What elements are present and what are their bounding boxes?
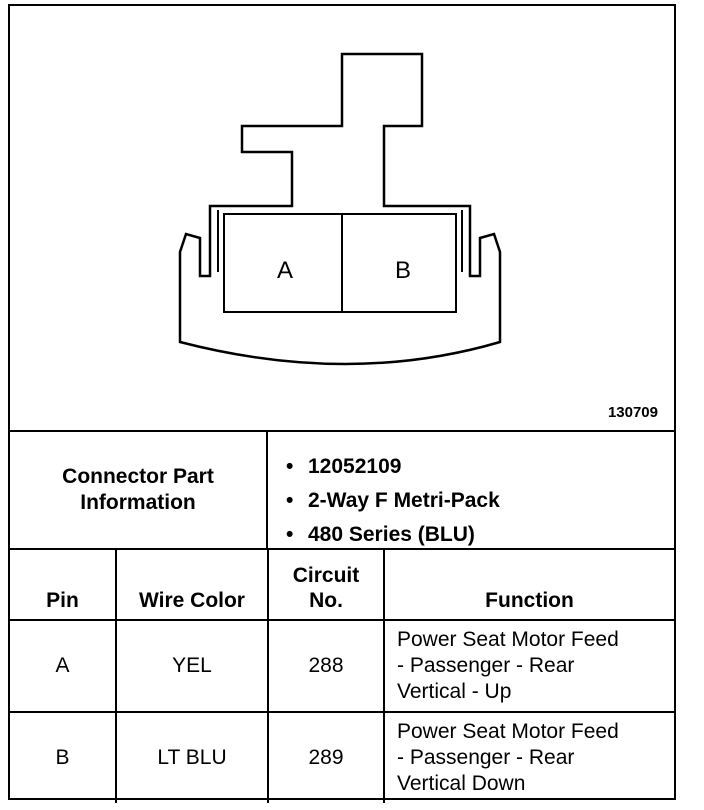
wire-color-cell: LT BLU — [116, 712, 268, 803]
function-cell: Power Seat Motor Feed - Passenger - Rear Vertical Down — [384, 712, 674, 803]
header-circuit: Circuit No. — [268, 550, 384, 620]
figure-id: 130709 — [607, 404, 658, 421]
connector-info-list — [268, 432, 674, 548]
header-pin: Pin — [10, 550, 116, 620]
part-number: • 12052109 — [308, 450, 674, 484]
pin-cell: B — [10, 712, 116, 803]
pin-table — [10, 550, 674, 803]
header-wire-color: Wire Color — [116, 550, 268, 620]
connector-part-info — [10, 430, 674, 550]
table-row — [10, 712, 674, 803]
function-cell: Power Seat Motor Feed - Passenger - Rear Vertical - Up — [384, 620, 674, 712]
cavity-a-label: A — [276, 257, 294, 284]
table-row — [10, 620, 674, 712]
connector-series: • 480 Series (BLU) — [308, 518, 674, 552]
pin-cell: A — [10, 620, 116, 712]
connector-diagram — [10, 6, 674, 430]
cavity-b-label: B — [394, 257, 412, 284]
pin-table-header — [10, 550, 674, 620]
connector-sheet — [8, 4, 676, 800]
connector-info-label: Connector Part Information — [10, 432, 268, 548]
circuit-cell: 288 — [268, 620, 384, 712]
connector-type: • 2-Way F Metri-Pack — [308, 484, 674, 518]
header-function: Function — [384, 550, 674, 620]
wire-color-cell: YEL — [116, 620, 268, 712]
connector-drawing — [10, 6, 674, 430]
circuit-cell: 289 — [268, 712, 384, 803]
connector-housing-outline — [180, 54, 500, 364]
